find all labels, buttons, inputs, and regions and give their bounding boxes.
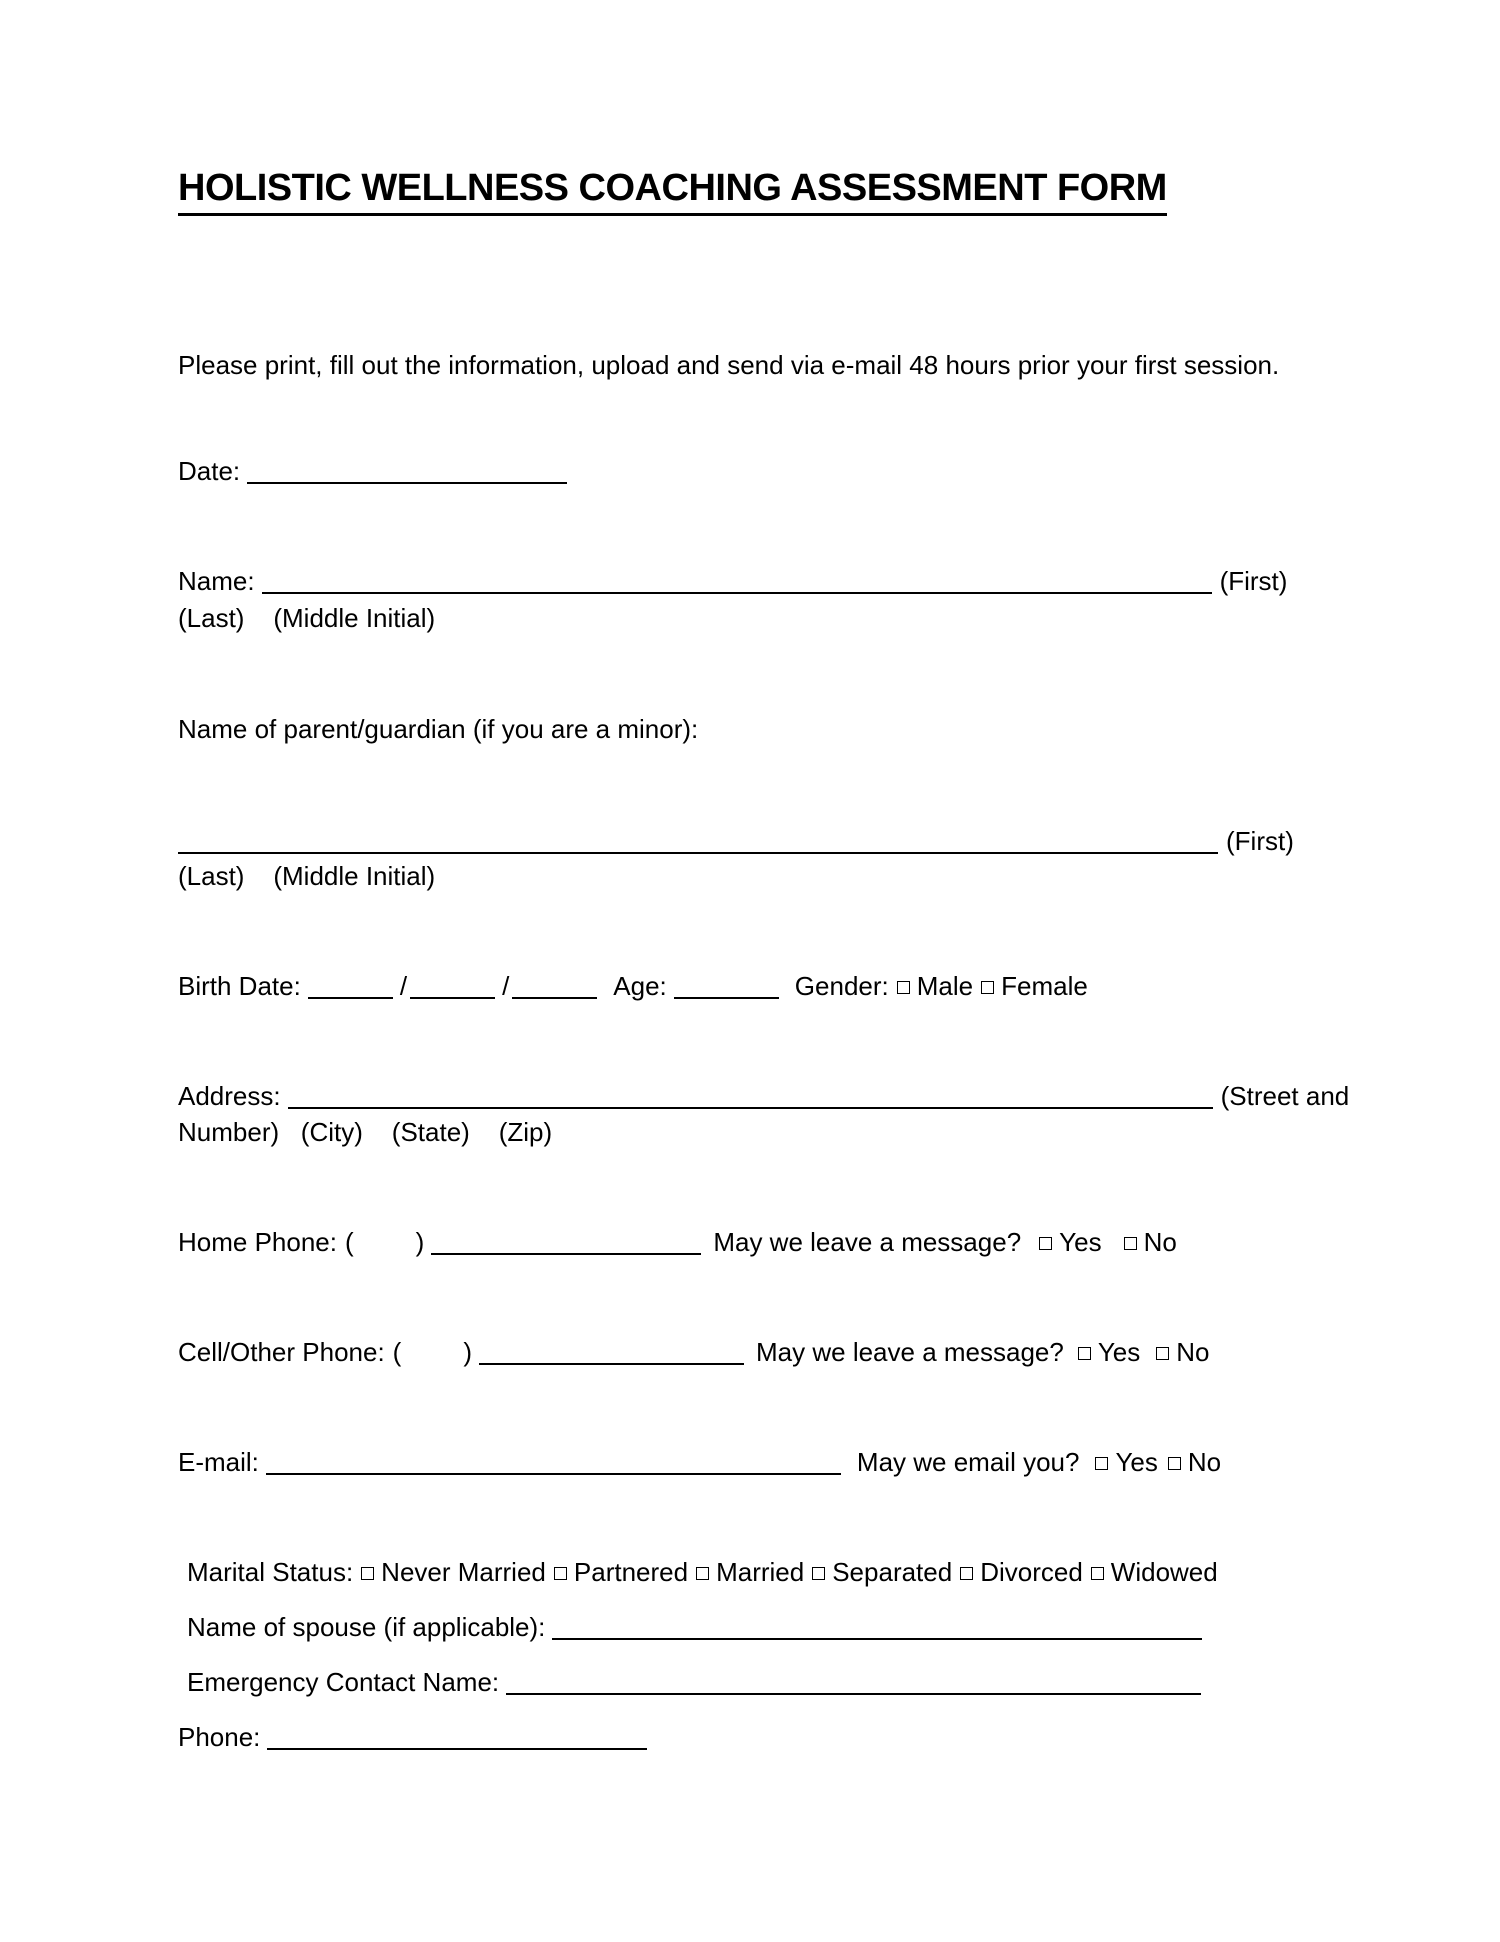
name-blank — [262, 566, 1212, 594]
cell-phone-no-checkbox-icon — [1156, 1347, 1169, 1360]
marital-widowed-checkbox-icon — [1091, 1567, 1104, 1580]
cell-phone-yes-checkbox-icon — [1078, 1347, 1091, 1360]
birth-year-blank — [512, 971, 597, 999]
email-label: E-mail: — [178, 1447, 259, 1477]
address-blank — [288, 1081, 1213, 1109]
spouse-label: Name of spouse (if applicable): — [187, 1612, 546, 1642]
email-no-label: No — [1187, 1447, 1222, 1477]
email-no-checkbox-icon — [1168, 1457, 1181, 1470]
home-phone-open-paren: ( — [344, 1227, 354, 1257]
instructions-line: Please print, fill out the information, upload and send via e-mail 48 hours prior your first session. — [178, 350, 1280, 380]
marital-divorced-checkbox-icon — [960, 1567, 973, 1580]
emergency-phone-line — [178, 1719, 647, 1755]
parent-guardian-label-line: Name of parent/guardian (if you are a minor): — [178, 714, 699, 744]
gender-option-female: Female — [1001, 971, 1088, 1001]
email-line — [178, 1444, 1221, 1480]
marital-option-married: Married — [716, 1557, 805, 1587]
marital-status-label: Marital Status: — [187, 1557, 354, 1587]
date-label: Date: — [178, 456, 241, 486]
age-blank — [674, 971, 779, 999]
age-label: Age: — [613, 971, 667, 1001]
spouse-blank — [552, 1612, 1202, 1640]
marital-married-checkbox-icon — [696, 1567, 709, 1580]
date-line — [178, 453, 567, 489]
home-phone-yes-checkbox-icon — [1039, 1237, 1052, 1250]
marital-never-married-checkbox-icon — [361, 1567, 374, 1580]
marital-partnered-checkbox-icon — [554, 1567, 567, 1580]
birthdate-separator: / — [399, 971, 408, 1001]
email-yes-label: Yes — [1115, 1447, 1158, 1477]
marital-status-line — [187, 1554, 1218, 1590]
marital-option-divorced: Divorced — [980, 1557, 1083, 1587]
home-phone-message-question: May we leave a message? — [713, 1227, 1022, 1257]
gender-male-checkbox-icon — [897, 981, 910, 994]
name-line — [178, 563, 1287, 599]
birthdate-label: Birth Date: — [178, 971, 301, 1001]
cell-phone-yes-label: Yes — [1097, 1337, 1141, 1367]
cell-phone-blank — [479, 1337, 744, 1365]
gender-female-checkbox-icon — [981, 981, 994, 994]
home-phone-blank — [431, 1227, 701, 1255]
marital-option-partnered: Partnered — [573, 1557, 689, 1587]
parent-guardian-blank — [178, 826, 1218, 854]
home-phone-yes-label: Yes — [1059, 1227, 1102, 1257]
cell-phone-message-question: May we leave a message? — [756, 1337, 1064, 1367]
birth-month-blank — [308, 971, 393, 999]
address-sublabels: Number) (City) (State) (Zip) — [178, 1117, 553, 1147]
page-title-text: HOLISTIC WELLNESS COACHING ASSESSMENT FORM — [178, 167, 1167, 216]
cell-phone-close-paren: ) — [463, 1337, 473, 1367]
email-yes-checkbox-icon — [1095, 1457, 1108, 1470]
home-phone-line — [178, 1224, 1177, 1260]
name-first-hint: (First) — [1219, 566, 1288, 596]
email-question: May we email you? — [856, 1447, 1080, 1477]
birthdate-separator: / — [502, 971, 510, 1001]
emergency-phone-label: Phone: — [178, 1722, 261, 1752]
gender-label: Gender: — [794, 971, 889, 1001]
address-street-hint: (Street and — [1220, 1081, 1350, 1111]
address-line — [178, 1078, 1349, 1114]
marital-separated-checkbox-icon — [812, 1567, 825, 1580]
parent-guardian-first-hint: (First) — [1226, 826, 1294, 856]
cell-phone-no-label: No — [1176, 1337, 1210, 1367]
home-phone-close-paren: ) — [415, 1227, 425, 1257]
date-blank — [247, 456, 567, 484]
marital-option-never-married: Never Married — [381, 1557, 546, 1587]
marital-option-widowed: Widowed — [1110, 1557, 1218, 1587]
home-phone-no-checkbox-icon — [1124, 1237, 1137, 1250]
gender-option-male: Male — [916, 971, 974, 1001]
emergency-contact-blank — [506, 1667, 1201, 1695]
home-phone-label: Home Phone: — [178, 1227, 337, 1257]
spouse-line — [187, 1609, 1202, 1645]
name-sublabels: (Last) (Middle Initial) — [178, 603, 436, 633]
emergency-phone-blank — [267, 1722, 647, 1750]
emergency-contact-line — [187, 1664, 1201, 1700]
home-phone-no-label: No — [1143, 1227, 1177, 1257]
cell-phone-open-paren: ( — [392, 1337, 402, 1367]
cell-phone-label: Cell/Other Phone: — [178, 1337, 385, 1367]
parent-guardian-blank-line — [178, 823, 1294, 859]
marital-option-separated: Separated — [832, 1557, 953, 1587]
email-blank — [266, 1447, 841, 1475]
parent-guardian-sublabels: (Last) (Middle Initial) — [178, 861, 436, 891]
birthdate-line — [178, 968, 1088, 1004]
birth-day-blank — [410, 971, 495, 999]
cell-phone-line — [178, 1334, 1210, 1370]
name-label: Name: — [178, 566, 255, 596]
emergency-contact-label: Emergency Contact Name: — [187, 1667, 500, 1697]
page-title — [178, 167, 1167, 209]
address-label: Address: — [178, 1081, 281, 1111]
